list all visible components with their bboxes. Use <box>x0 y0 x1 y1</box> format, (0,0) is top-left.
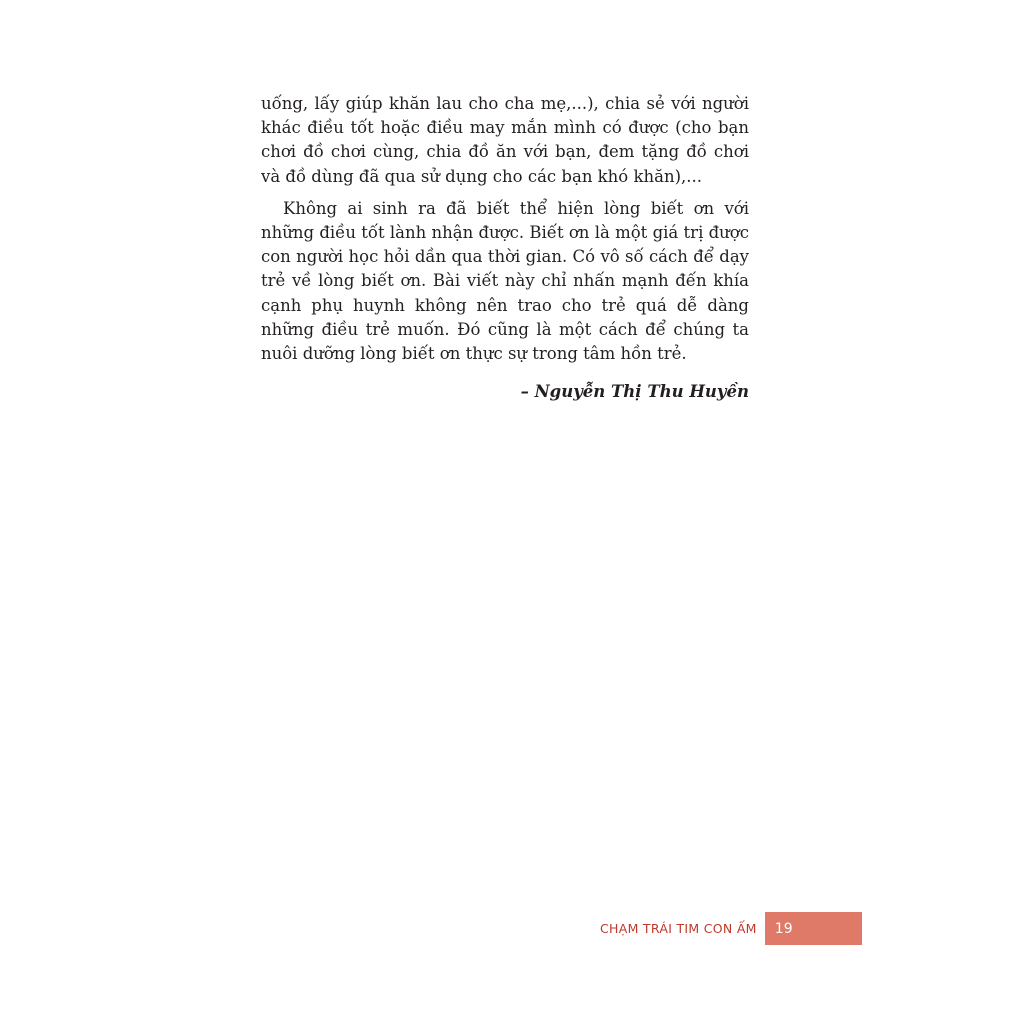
paragraph-main: Không ai sinh ra đã biết thể hiện lòng biết ơn với những điều tốt lành nhận được. Biết ơn là một giá trị được con người học hỏi dần qua thời gian. Có vô số cách để dạy trẻ về lòng biết ơn. Bài viết này chỉ nhấn mạnh đến khía cạnh phụ huynh không nên trao cho trẻ quá dễ dàng những điều trẻ muốn. Đó cũng là một cách để chúng ta nuôi dưỡng lòng biết ơn thực sự trong tâm hồn trẻ. <box>261 198 749 364</box>
author-signature: – Nguyễn Thị Thu Huyền <box>520 382 749 402</box>
paragraph-continued: uống, lấy giúp khăn lau cho cha mẹ,...), chia sẻ với người khác điều tốt hoặc điều may mắn mình có được (cho bạn chơi đồ chơi cùng, chia đồ ăn với bạn, đem tặng đồ chơi và đồ dùng đã qua sử dụng cho các bạn khó khăn),... <box>261 94 749 186</box>
running-title: CHẠM TRÁI TIM CON ẤM <box>600 921 757 936</box>
body-text <box>261 92 749 404</box>
page-number-box <box>765 912 862 945</box>
page-footer <box>600 912 862 945</box>
page-number: 19 <box>774 920 793 937</box>
